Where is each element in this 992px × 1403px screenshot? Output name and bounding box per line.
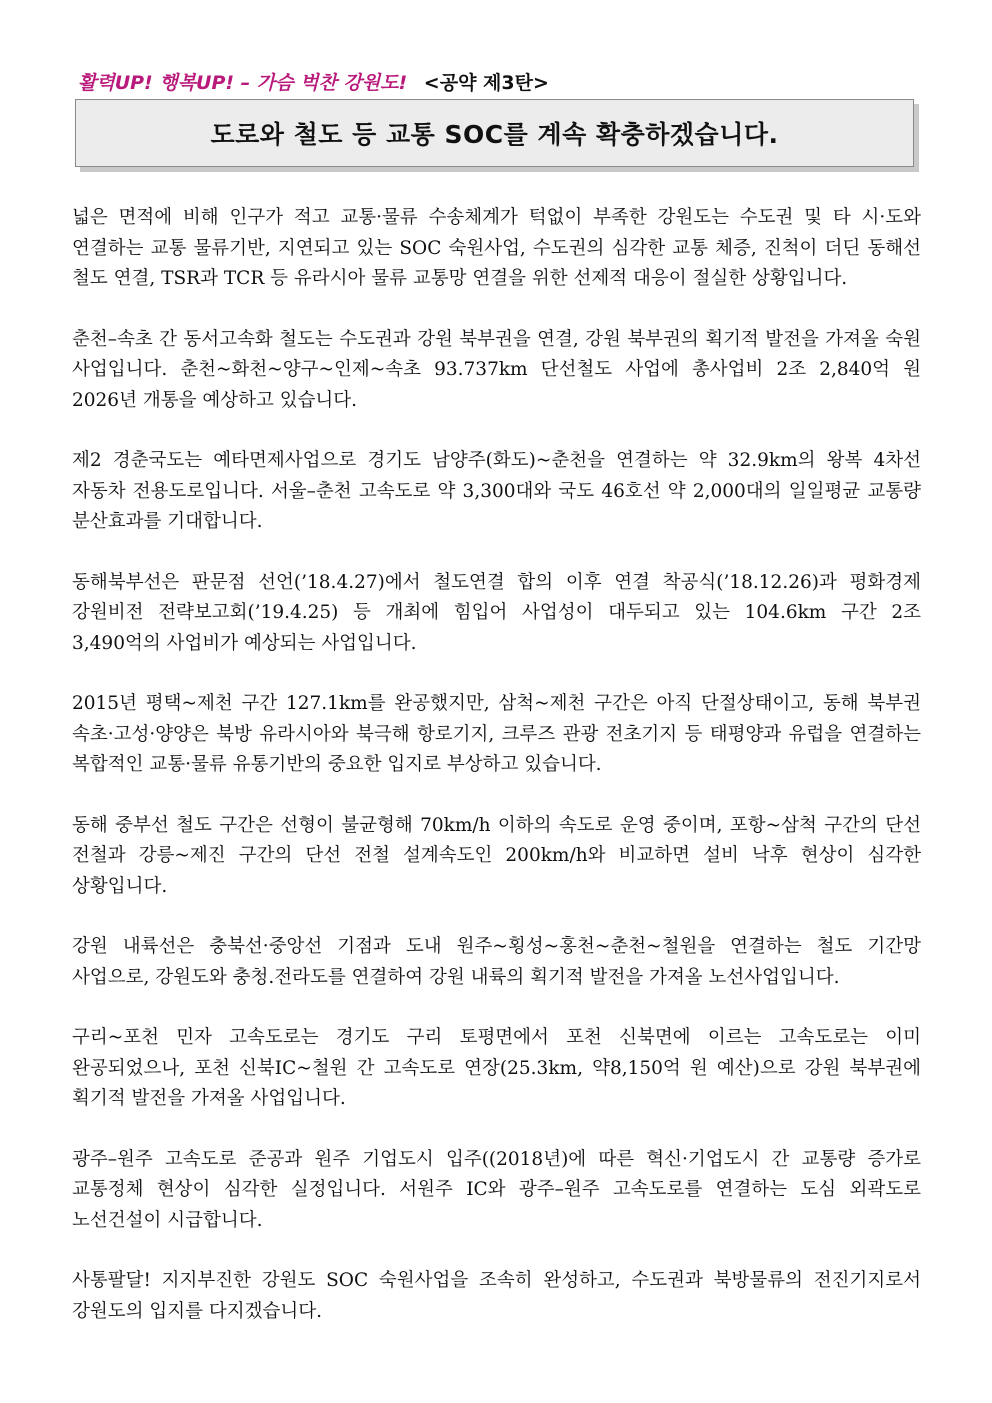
paragraph: 2015년 평택~제천 구간 127.1km를 완공했지만, 삼척~제천 구간은 아직 단절상태이고, 동해 북부권 속초·고성·양양은 북방 유라시아와 북극해 항로기지, 크루즈 관광 전초기지 등 태평양과 유럽을 연결하는 복합적인 교통·물류 유통기반의 중요한 입지로 부상하고 있습니다. — [72, 693, 921, 775]
paragraph: 춘천–속초 간 동서고속화 철도는 수도권과 강원 북부권을 연결, 강원 북부권의 획기적 발전을 가져올 숙원 사업입니다. 춘천~화천~양구~인제~속초 93.737km 단선철도 사업에 총사업비 2조 2,840억 원 2026년 개통을 예상하고 있습니다. — [72, 328, 921, 411]
pledge-series-label: <공약 제3탄> — [423, 72, 549, 94]
paragraph: 사통팔달! 지지부진한 강원도 SOC 숙원사업을 조속히 완성하고, 수도권과 북방물류의 전진기지로서 강원도의 입지를 다지겠습니다. — [72, 1270, 921, 1322]
paragraph: 동해 중부선 철도 구간은 선형이 불균형해 70km/h 이하의 속도로 운영 중이며, 포항~삼척 구간의 단선 전철과 강릉~제진 구간의 단선 전철 설계속도인 200km/h와 비교하면 설비 낙후 현상이 심각한 상황입니다. — [72, 814, 921, 897]
title-box — [75, 99, 914, 167]
page-title: 도로와 철도 등 교통 SOC를 계속 확충하겠습니다. — [210, 120, 779, 149]
paragraph: 넓은 면적에 비해 인구가 적고 교통·물류 수송체계가 턱없이 부족한 강원도는 수도권 및 타 시·도와 연결하는 교통 물류기반, 지연되고 있는 SOC 숙원사업, 수도권의 심각한 교통 체증, 진척이 더딘 동해선 철도 연결, TSR과 TCR 등 유라시아 물류 교통망 연결을 위한 선제적 대응이 절실한 상황입니다. — [72, 207, 921, 289]
paragraph: 구리~포천 민자 고속도로는 경기도 구리 토평면에서 포천 신북면에 이르는 고속도로는 이미 완공되었으나, 포천 신북IC~철원 간 고속도로 연장(25.3km, 약8,150억 원 예산)으로 강원 북부권에 획기적 발전을 가져올 사업입니다. — [72, 1027, 921, 1109]
document-body — [72, 203, 921, 1357]
paragraph: 광주–원주 고속도로 준공과 원주 기업도시 입주((2018년)에 따른 혁신·기업도시 간 교통량 증가로 교통정체 현상이 심각한 실정입니다. 서원주 IC와 광주–원주 고속도로를 연결하는 도심 외곽도로 노선건설이 시급합니다. — [72, 1148, 921, 1231]
paragraph: 강원 내륙선은 충북선·중앙선 기점과 도내 원주~횡성~홍천~춘천~철원을 연결하는 철도 기간망 사업으로, 강원도와 충청.전라도를 연결하여 강원 내륙의 획기적 발전을 가져올 노선사업입니다. — [72, 936, 921, 988]
header-kicker — [78, 68, 549, 95]
campaign-slogan: 활력UP! 행복UP! – 가슴 벅찬 강원도! — [78, 72, 408, 94]
paragraph: 동해북부선은 판문점 선언(’18.4.27)에서 철도연결 합의 이후 연결 착공식(’18.12.26)과 평화경제 강원비전 전략보고회(’19.4.25) 등 개최에 힘입어 사업성이 대두되고 있는 104.6km 구간 2조 3,490억의 사업비가 예상되는 사업입니다. — [72, 571, 921, 654]
paragraph: 제2 경춘국도는 예타면제사업으로 경기도 남양주(화도)~춘천을 연결하는 약 32.9km의 왕복 4차선 자동차 전용도로입니다. 서울–춘천 고속도로 약 3,300대와 국도 46호선 약 2,000대의 일일평균 교통량 분산효과를 기대합니다. — [72, 450, 921, 532]
